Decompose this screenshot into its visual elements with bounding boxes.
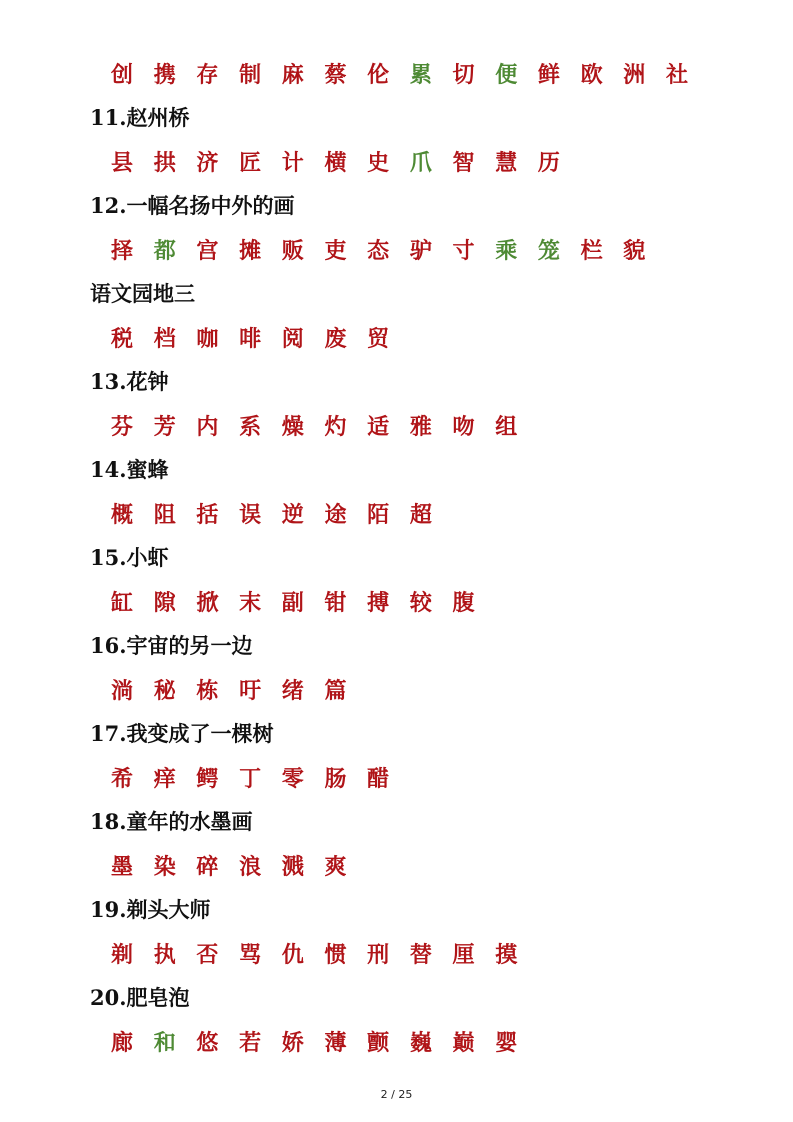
vocab-character: 婴 xyxy=(495,1030,518,1056)
vocab-character: 芳 xyxy=(153,414,176,440)
vocab-character: 刑 xyxy=(367,942,390,968)
lesson-heading: 语文园地三 xyxy=(90,281,195,306)
vocab-character: 染 xyxy=(153,854,176,880)
vocab-character: 携 xyxy=(153,62,176,88)
vocab-character: 累 xyxy=(409,62,432,88)
vocab-character: 创 xyxy=(111,62,134,88)
vocab-character: 副 xyxy=(281,590,304,616)
vocab-character: 吏 xyxy=(324,238,347,264)
vocab-character: 执 xyxy=(153,942,176,968)
vocab-character: 栏 xyxy=(580,238,603,264)
vocab-character: 档 xyxy=(153,326,176,352)
vocab-character: 浪 xyxy=(239,854,262,880)
vocab-character: 历 xyxy=(537,150,560,176)
vocab-character: 灼 xyxy=(324,414,347,440)
lesson-heading: 15.小虾 xyxy=(90,545,169,570)
vocab-character: 剃 xyxy=(111,942,134,968)
vocab-character: 适 xyxy=(367,414,390,440)
vocab-character: 系 xyxy=(239,414,262,440)
character-row xyxy=(111,940,538,970)
vocab-character: 鳄 xyxy=(196,766,219,792)
vocab-character: 悠 xyxy=(196,1030,219,1056)
vocab-character: 废 xyxy=(324,326,347,352)
lesson-heading: 11.赵州桥 xyxy=(90,105,190,130)
vocab-character: 希 xyxy=(111,766,134,792)
vocab-character: 态 xyxy=(367,238,390,264)
vocab-character: 啡 xyxy=(239,326,262,352)
vocab-character: 钳 xyxy=(324,590,347,616)
vocab-character: 爪 xyxy=(409,150,432,176)
vocab-character: 巅 xyxy=(452,1030,475,1056)
character-row xyxy=(111,324,410,354)
character-row xyxy=(111,764,410,794)
vocab-character: 摸 xyxy=(495,942,518,968)
vocab-character: 溅 xyxy=(281,854,304,880)
vocab-character: 雅 xyxy=(409,414,432,440)
character-row xyxy=(111,236,666,266)
vocab-character: 燥 xyxy=(281,414,304,440)
vocab-character: 济 xyxy=(196,150,219,176)
lesson-heading: 20.肥皂泡 xyxy=(90,985,190,1010)
vocab-character: 误 xyxy=(239,502,262,528)
vocab-character: 切 xyxy=(452,62,475,88)
character-row xyxy=(111,588,495,618)
character-row xyxy=(111,1028,538,1058)
vocab-character: 篇 xyxy=(324,678,347,704)
vocab-character: 芬 xyxy=(111,414,134,440)
vocab-character: 宫 xyxy=(196,238,219,264)
lesson-heading: 19.剃头大师 xyxy=(90,897,211,922)
vocab-character: 骂 xyxy=(239,942,262,968)
vocab-character: 慧 xyxy=(495,150,518,176)
vocab-character: 吁 xyxy=(239,678,262,704)
vocab-character: 缸 xyxy=(111,590,134,616)
vocab-character: 括 xyxy=(196,502,219,528)
vocab-character: 拱 xyxy=(153,150,176,176)
vocab-character: 厘 xyxy=(452,942,475,968)
vocab-character: 惯 xyxy=(324,942,347,968)
vocab-character: 较 xyxy=(409,590,432,616)
vocab-character: 绪 xyxy=(281,678,304,704)
character-row xyxy=(111,148,581,178)
character-row xyxy=(111,852,367,882)
vocab-character: 制 xyxy=(239,62,262,88)
vocab-character: 组 xyxy=(495,414,518,440)
vocab-character: 匠 xyxy=(239,150,262,176)
vocab-character: 吻 xyxy=(452,414,475,440)
vocab-character: 薄 xyxy=(324,1030,347,1056)
vocab-character: 仇 xyxy=(281,942,304,968)
vocab-character: 末 xyxy=(239,590,262,616)
lesson-heading: 12.一幅名扬中外的画 xyxy=(90,193,295,218)
vocab-character: 计 xyxy=(281,150,304,176)
vocab-character: 廊 xyxy=(111,1030,134,1056)
page-number: 2 / 25 xyxy=(380,1088,413,1101)
vocab-character: 寸 xyxy=(452,238,475,264)
vocab-character: 若 xyxy=(239,1030,262,1056)
vocab-character: 史 xyxy=(367,150,390,176)
vocab-character: 秘 xyxy=(153,678,176,704)
vocab-character: 麻 xyxy=(281,62,304,88)
vocab-character: 陌 xyxy=(367,502,390,528)
vocab-character: 税 xyxy=(111,326,134,352)
vocab-character: 娇 xyxy=(281,1030,304,1056)
vocab-character: 存 xyxy=(196,62,219,88)
vocab-character: 肠 xyxy=(324,766,347,792)
vocab-character: 内 xyxy=(196,414,219,440)
vocab-character: 贩 xyxy=(281,238,304,264)
lesson-heading: 16.宇宙的另一边 xyxy=(90,633,253,658)
character-row xyxy=(111,60,709,90)
vocab-character: 摊 xyxy=(239,238,262,264)
vocab-character: 淌 xyxy=(111,678,134,704)
vocab-character: 隙 xyxy=(153,590,176,616)
vocab-character: 便 xyxy=(495,62,518,88)
vocab-character: 笼 xyxy=(537,238,560,264)
vocab-character: 否 xyxy=(196,942,219,968)
vocab-character: 巍 xyxy=(409,1030,432,1056)
vocab-character: 逆 xyxy=(281,502,304,528)
vocab-character: 醋 xyxy=(367,766,390,792)
vocab-character: 碎 xyxy=(196,854,219,880)
vocab-character: 阅 xyxy=(281,326,304,352)
vocab-character: 欧 xyxy=(580,62,603,88)
vocab-character: 伦 xyxy=(367,62,390,88)
vocab-character: 咖 xyxy=(196,326,219,352)
vocab-character: 替 xyxy=(409,942,432,968)
vocab-character: 零 xyxy=(281,766,304,792)
lesson-heading: 18.童年的水墨画 xyxy=(90,809,253,834)
vocab-character: 掀 xyxy=(196,590,219,616)
vocab-character: 腹 xyxy=(452,590,475,616)
vocab-character: 和 xyxy=(153,1030,176,1056)
vocab-character: 墨 xyxy=(111,854,134,880)
vocab-character: 途 xyxy=(324,502,347,528)
vocab-character: 蔡 xyxy=(324,62,347,88)
vocab-character: 洲 xyxy=(623,62,646,88)
vocab-character: 驴 xyxy=(409,238,432,264)
character-row xyxy=(111,500,453,530)
vocab-character: 爽 xyxy=(324,854,347,880)
vocab-character: 丁 xyxy=(239,766,262,792)
vocab-character: 栋 xyxy=(196,678,219,704)
vocab-character: 鲜 xyxy=(537,62,560,88)
vocab-character: 超 xyxy=(409,502,432,528)
vocab-character: 乘 xyxy=(495,238,518,264)
vocab-character: 都 xyxy=(153,238,176,264)
vocab-character: 横 xyxy=(324,150,347,176)
vocab-character: 概 xyxy=(111,502,134,528)
vocab-character: 貌 xyxy=(623,238,646,264)
vocab-character: 颤 xyxy=(367,1030,390,1056)
character-row xyxy=(111,676,367,706)
lesson-heading: 13.花钟 xyxy=(90,369,169,394)
vocab-character: 贸 xyxy=(367,326,390,352)
vocab-character: 痒 xyxy=(153,766,176,792)
character-row xyxy=(111,412,538,442)
vocab-character: 阻 xyxy=(153,502,176,528)
vocab-character: 县 xyxy=(111,150,134,176)
vocab-character: 搏 xyxy=(367,590,390,616)
lesson-heading: 17.我变成了一棵树 xyxy=(90,721,274,746)
lesson-heading: 14.蜜蜂 xyxy=(90,457,169,482)
vocab-character: 智 xyxy=(452,150,475,176)
vocab-character: 择 xyxy=(111,238,134,264)
vocab-character: 社 xyxy=(665,62,688,88)
